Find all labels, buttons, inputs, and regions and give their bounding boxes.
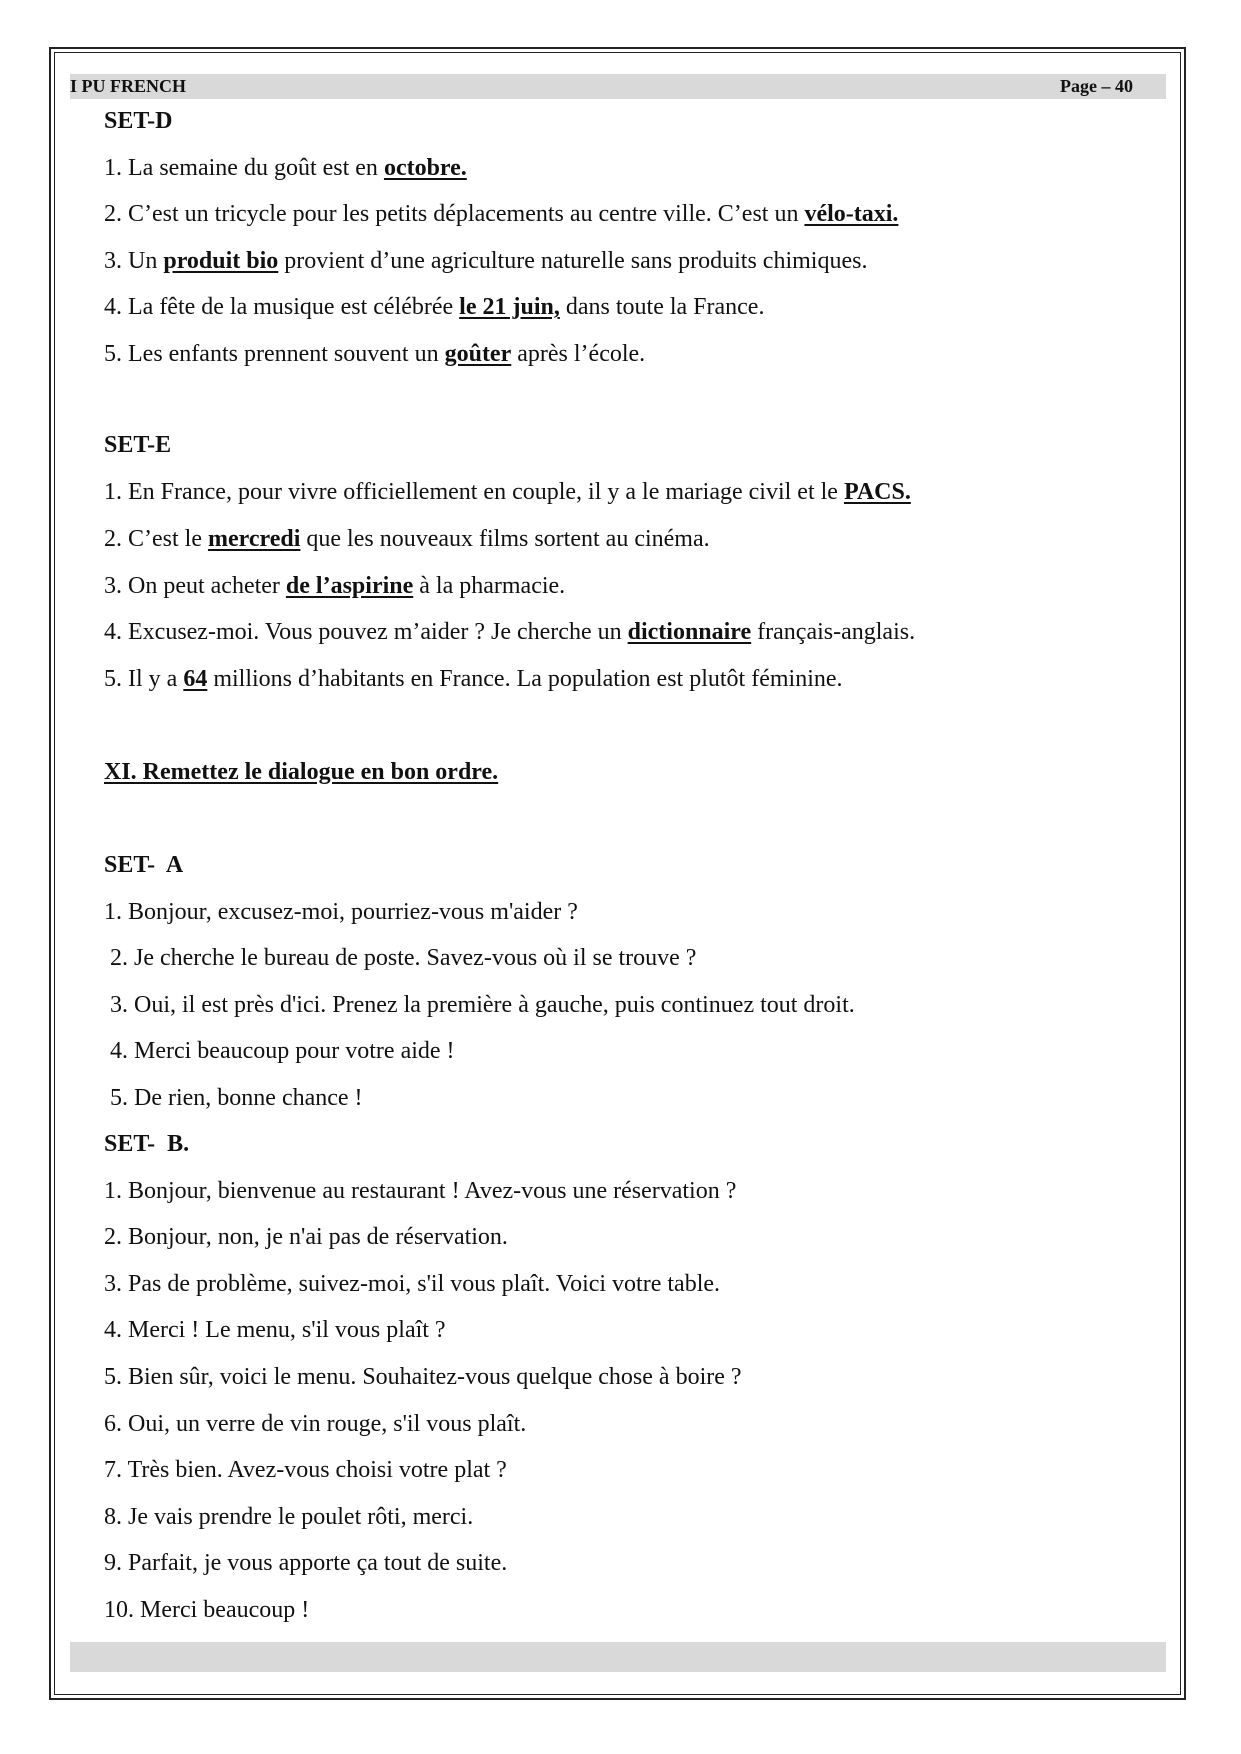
set-d-item-5: 5. Les enfants prennent souvent un goûter après l’école. bbox=[104, 341, 646, 367]
dialogue-b-line-4: 4. Merci ! Le menu, s'il vous plaît ? bbox=[104, 1317, 446, 1343]
footer-bar bbox=[70, 1642, 1166, 1672]
set-e-item-2: 2. C’est le mercredi que les nouveaux films sortent au cinéma. bbox=[104, 526, 710, 552]
set-e-item-3: 3. On peut acheter de l’aspirine à la pharmacie. bbox=[104, 573, 566, 599]
dialogue-b-line-7: 7. Très bien. Avez-vous choisi votre plat ? bbox=[104, 1457, 507, 1483]
dialogue-b-line-3: 3. Pas de problème, suivez-moi, s'il vous plaît. Voici votre table. bbox=[104, 1271, 721, 1297]
answer: 64 bbox=[183, 666, 208, 692]
set-e-title: SET-E bbox=[104, 432, 172, 458]
dialogue-b-line-5: 5. Bien sûr, voici le menu. Souhaitez-vous quelque chose à boire ? bbox=[104, 1364, 742, 1390]
answer: octobre. bbox=[383, 155, 467, 181]
dialogue-b-title: SET- B. bbox=[104, 1131, 190, 1157]
answer: de l’aspirine bbox=[285, 573, 414, 599]
section-xi-title: XI. Remettez le dialogue en bon ordre. bbox=[104, 759, 499, 785]
dialogue-a-line-2: 2. Je cherche le bureau de poste. Savez-vous où il se trouve ? bbox=[110, 945, 697, 971]
answer: le 21 juin, bbox=[459, 294, 560, 320]
dialogue-a-line-3: 3. Oui, il est près d'ici. Prenez la première à gauche, puis continuez tout droit. bbox=[110, 992, 855, 1018]
answer: goûter bbox=[444, 341, 512, 367]
dialogue-b-line-10: 10. Merci beaucoup ! bbox=[104, 1597, 310, 1623]
dialogue-b-line-8: 8. Je vais prendre le poulet rôti, merci. bbox=[104, 1504, 474, 1530]
set-d-item-2: 2. C’est un tricycle pour les petits déplacements au centre ville. C’est un vélo-taxi. bbox=[104, 201, 899, 227]
header-course-title: I PU FRENCH bbox=[70, 76, 186, 96]
set-e-item-1: 1. En France, pour vivre officiellement en couple, il y a le mariage civil et le PACS. bbox=[104, 479, 911, 505]
dialogue-b-line-6: 6. Oui, un verre de vin rouge, s'il vous plaît. bbox=[104, 1411, 527, 1437]
set-d-title: SET-D bbox=[104, 108, 173, 134]
dialogue-a-line-1: 1. Bonjour, excusez-moi, pourriez-vous m'aider ? bbox=[104, 899, 578, 925]
set-e-item-5: 5. Il y a 64 millions d’habitants en France. La population est plutôt féminine. bbox=[104, 666, 843, 692]
dialogue-b-line-2: 2. Bonjour, non, je n'ai pas de réservation. bbox=[104, 1224, 508, 1250]
answer: PACS. bbox=[843, 479, 911, 505]
answer: produit bio bbox=[163, 248, 279, 274]
answer: dictionnaire bbox=[627, 619, 752, 645]
header-page-number: Page – 40 bbox=[1060, 76, 1133, 96]
dialogue-a-line-5: 5. De rien, bonne chance ! bbox=[110, 1085, 363, 1111]
dialogue-b-line-1: 1. Bonjour, bienvenue au restaurant ! Avez-vous une réservation ? bbox=[104, 1178, 737, 1204]
answer: mercredi bbox=[207, 526, 301, 552]
header-bar bbox=[70, 74, 1166, 99]
set-e-item-4: 4. Excusez-moi. Vous pouvez m’aider ? Je cherche un dictionnaire français-anglais. bbox=[104, 619, 916, 645]
dialogue-a-title: SET- A bbox=[104, 852, 184, 878]
dialogue-a-line-4: 4. Merci beaucoup pour votre aide ! bbox=[110, 1038, 455, 1064]
set-d-item-3: 3. Un produit bio provient d’une agriculture naturelle sans produits chimiques. bbox=[104, 248, 868, 274]
dialogue-b-line-9: 9. Parfait, je vous apporte ça tout de suite. bbox=[104, 1550, 508, 1576]
set-d-item-4: 4. La fête de la musique est célébrée le 21 juin, dans toute la France. bbox=[104, 294, 765, 320]
answer: vélo-taxi. bbox=[804, 201, 899, 227]
set-d-item-1: 1. La semaine du goût est en octobre. bbox=[104, 155, 467, 181]
